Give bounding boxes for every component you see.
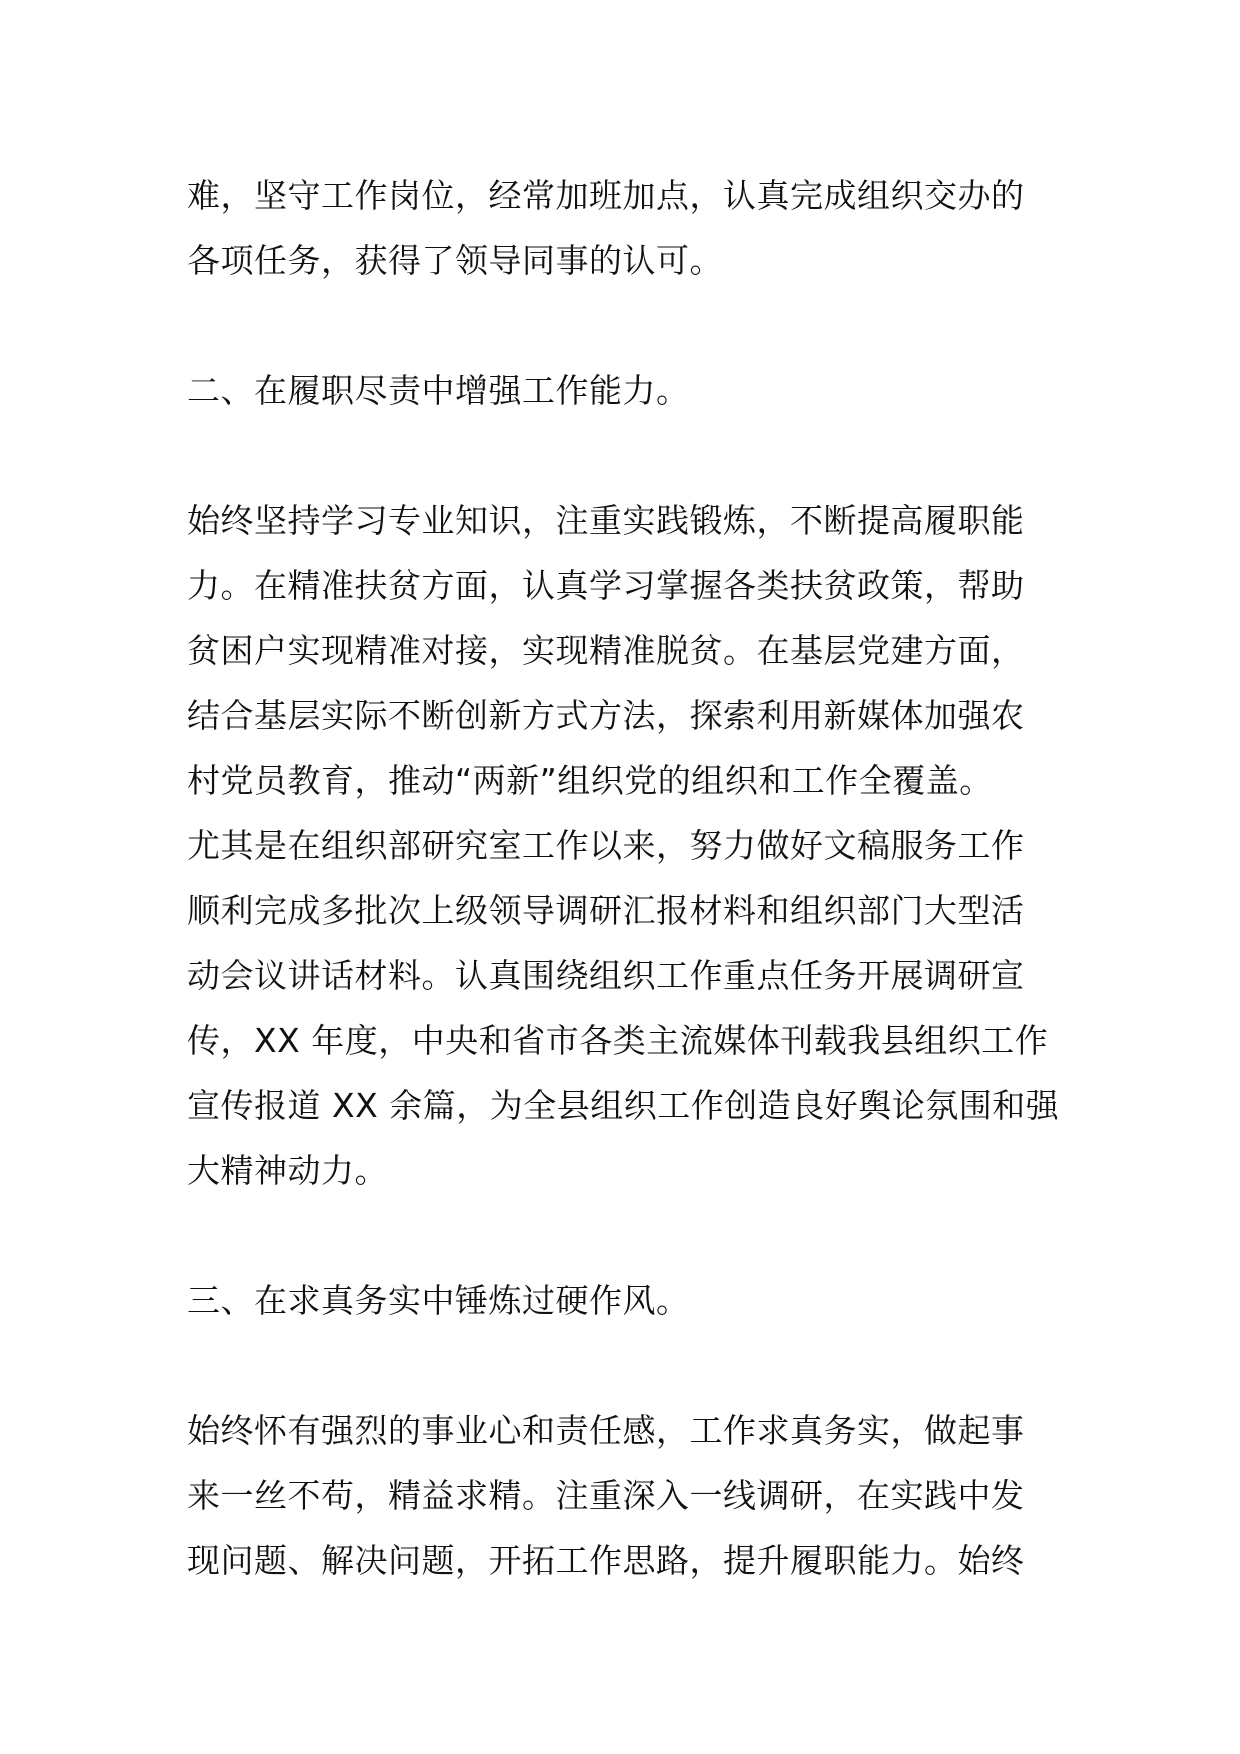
paragraph-gap [187, 293, 1057, 358]
section-heading-3 [187, 1268, 1057, 1333]
text-line: 始终坚持学习专业知识，注重实践锻炼，不断提高履职能 [187, 501, 1025, 540]
text-line: 各项任务，获得了领导同事的认可。 [187, 241, 723, 280]
text-line: 难，坚守工作岗位，经常加班加点，认真完成组织交办的 [187, 176, 1025, 215]
paragraph-gap [187, 1203, 1057, 1268]
section-heading-2 [187, 358, 1057, 423]
text-line: 现问题、解决问题，开拓工作思路，提升履职能力。始终 [187, 1541, 1025, 1580]
text-line: 村党员教育，推动“两新”组织党的组织和工作全覆盖。 [187, 761, 993, 800]
text-line: 顺利完成多批次上级领导调研汇报材料和组织部门大型活 [187, 891, 1025, 930]
text-line: 大精神动力。 [187, 1151, 388, 1190]
document-body [187, 163, 1060, 1593]
paragraph-gap [187, 1333, 1057, 1398]
text-line: 尤其是在组织部研究室工作以来，努力做好文稿服务工作 [187, 826, 1025, 865]
text-line: 传，XX 年度，中央和省市各类主流媒体刊载我县组织工作 [187, 1021, 1049, 1060]
text-line: 来一丝不苟，精益求精。注重深入一线调研，在实践中发 [187, 1476, 1025, 1515]
heading-line: 二、在履职尽责中增强工作能力。 [187, 371, 690, 410]
paragraph-gap [187, 423, 1057, 488]
text-line: 力。在精准扶贫方面，认真学习掌握各类扶贫政策，帮助 [187, 566, 1025, 605]
paragraph-3 [187, 1398, 1057, 1593]
text-line: 宣传报道 XX 余篇，为全县组织工作创造良好舆论氛围和强 [187, 1086, 1060, 1125]
paragraph-2 [187, 488, 1060, 1203]
text-line: 动会议讲话材料。认真围绕组织工作重点任务开展调研宣 [187, 956, 1025, 995]
paragraph-1 [187, 163, 1057, 293]
text-line: 结合基层实际不断创新方式方法，探索利用新媒体加强农 [187, 696, 1025, 735]
text-line: 始终怀有强烈的事业心和责任感，工作求真务实，做起事 [187, 1411, 1025, 1450]
heading-line: 三、在求真务实中锤炼过硬作风。 [187, 1281, 690, 1320]
text-line: 贫困户实现精准对接，实现精准脱贫。在基层党建方面， [187, 631, 1025, 670]
